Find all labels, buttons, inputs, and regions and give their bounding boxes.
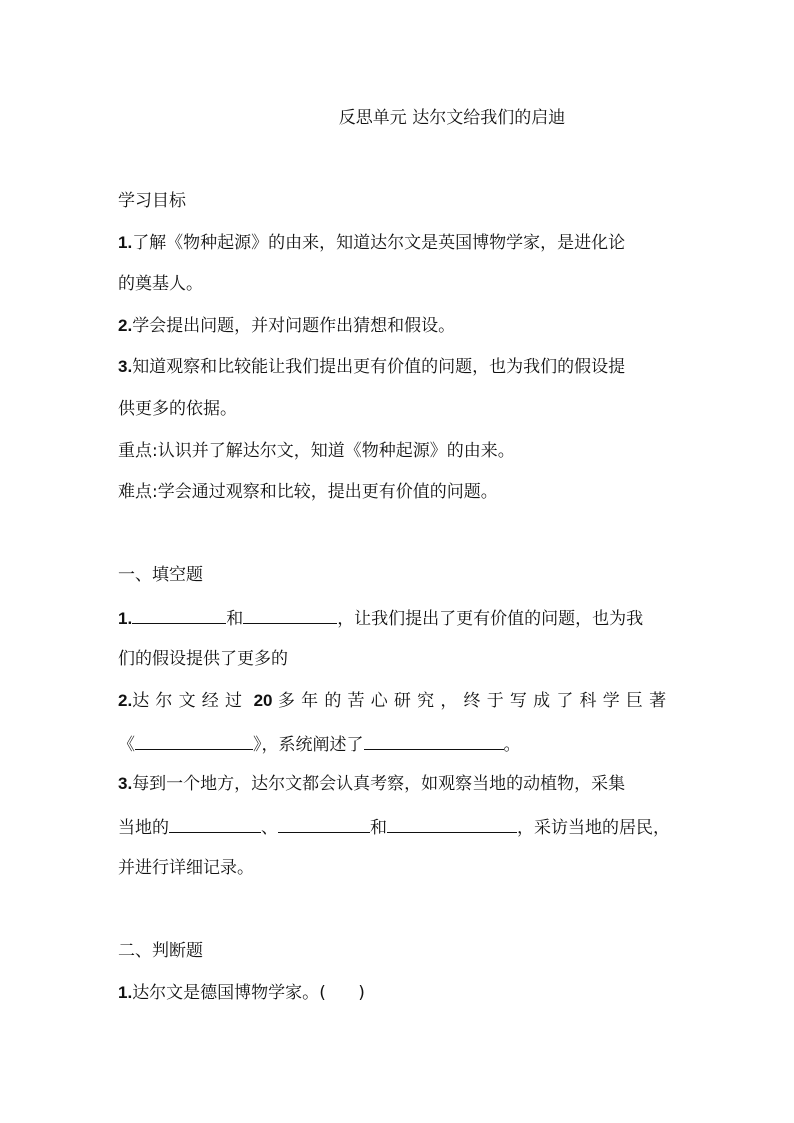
fill-q2-blank-book[interactable] <box>135 731 253 750</box>
difficult-point: 难点:学会通过观察和比较，提出更有价值的问题。 <box>118 482 498 502</box>
fill-q3-number: 3. <box>118 774 133 793</box>
section2-heading: 二、判断题 <box>118 941 203 961</box>
judge-q1-text: 达尔文是德国博物学家。 <box>132 983 320 1003</box>
page-title: 反思单元 达尔文给我们的启迪 <box>338 108 566 128</box>
fill-q3-blank-3[interactable] <box>387 814 517 833</box>
fill-q2-text-rest: 多年的苦心研究，终于写成了科学巨著 <box>277 691 673 711</box>
fill-q2-number: 2. <box>118 691 133 710</box>
fill-q3-end: ，采访当地的居民， <box>517 818 670 838</box>
fill-q1-blank-1[interactable] <box>132 605 226 624</box>
fill-question-1-line-2: 们的假设提供了更多的 <box>118 649 288 669</box>
fill-question-3-line-2 <box>118 814 670 840</box>
key-point: 重点:认识并了解达尔文，知道《物种起源》的由来。 <box>118 441 515 461</box>
judge-q1-answer-paren[interactable]: ( ) <box>319 983 365 1003</box>
objective-3-number: 3. <box>118 357 133 376</box>
objective-3-line-2: 供更多的依据。 <box>118 399 237 419</box>
fill-q1-blank-2[interactable] <box>243 605 337 624</box>
fill-q3-blank-1[interactable] <box>169 814 261 833</box>
objective-2 <box>118 314 455 338</box>
fill-q2-close-bracket: 》，系统阐述了 <box>253 735 364 755</box>
objectives-heading: 学习目标 <box>118 191 186 211</box>
fill-q2-years: 20 <box>253 691 273 710</box>
objective-1-number: 1. <box>118 233 133 252</box>
fill-q2-blank-theory[interactable] <box>364 731 504 750</box>
fill-q3-blank-2[interactable] <box>278 814 370 833</box>
section1-heading: 一、填空题 <box>118 565 203 585</box>
judge-q1-number: 1. <box>118 983 133 1002</box>
judge-question-1 <box>118 981 365 1005</box>
objective-1-text: 了解《物种起源》的由来，知道达尔文是英国博物学家，是进化论 <box>132 233 626 253</box>
fill-question-3-line-1 <box>118 772 625 796</box>
fill-question-2-line-1 <box>118 689 672 713</box>
fill-q2-open-bracket: 《 <box>118 735 135 755</box>
objective-1-line-1 <box>118 231 625 255</box>
objective-3-text: 知道观察和比较能让我们提出更有价值的问题，也为我们的假设提 <box>132 357 626 377</box>
fill-q2-end: 。 <box>503 735 521 755</box>
fill-q3-text: 每到一个地方，达尔文都会认真考察，如观察当地的动植物，采集 <box>132 774 626 794</box>
fill-q2-text: 达尔文经过 <box>132 691 249 711</box>
fill-q3-start: 当地的 <box>118 818 169 838</box>
objective-2-number: 2. <box>118 316 133 335</box>
fill-question-3-line-3: 并进行详细记录。 <box>118 858 254 878</box>
fill-q3-sep: 、 <box>261 818 278 838</box>
objective-2-text: 学会提出问题，并对问题作出猜想和假设。 <box>132 316 456 336</box>
fill-q1-and: 和 <box>226 609 244 629</box>
objective-3-line-1 <box>118 355 625 379</box>
fill-question-1-line-1 <box>118 605 643 631</box>
fill-q1-number: 1. <box>118 609 133 628</box>
fill-q3-and: 和 <box>370 818 387 838</box>
fill-question-2-line-2 <box>118 731 521 757</box>
objective-1-line-2: 的奠基人。 <box>118 274 203 294</box>
fill-q1-rest: ，让我们提出了更有价值的问题，也为我 <box>337 609 644 629</box>
